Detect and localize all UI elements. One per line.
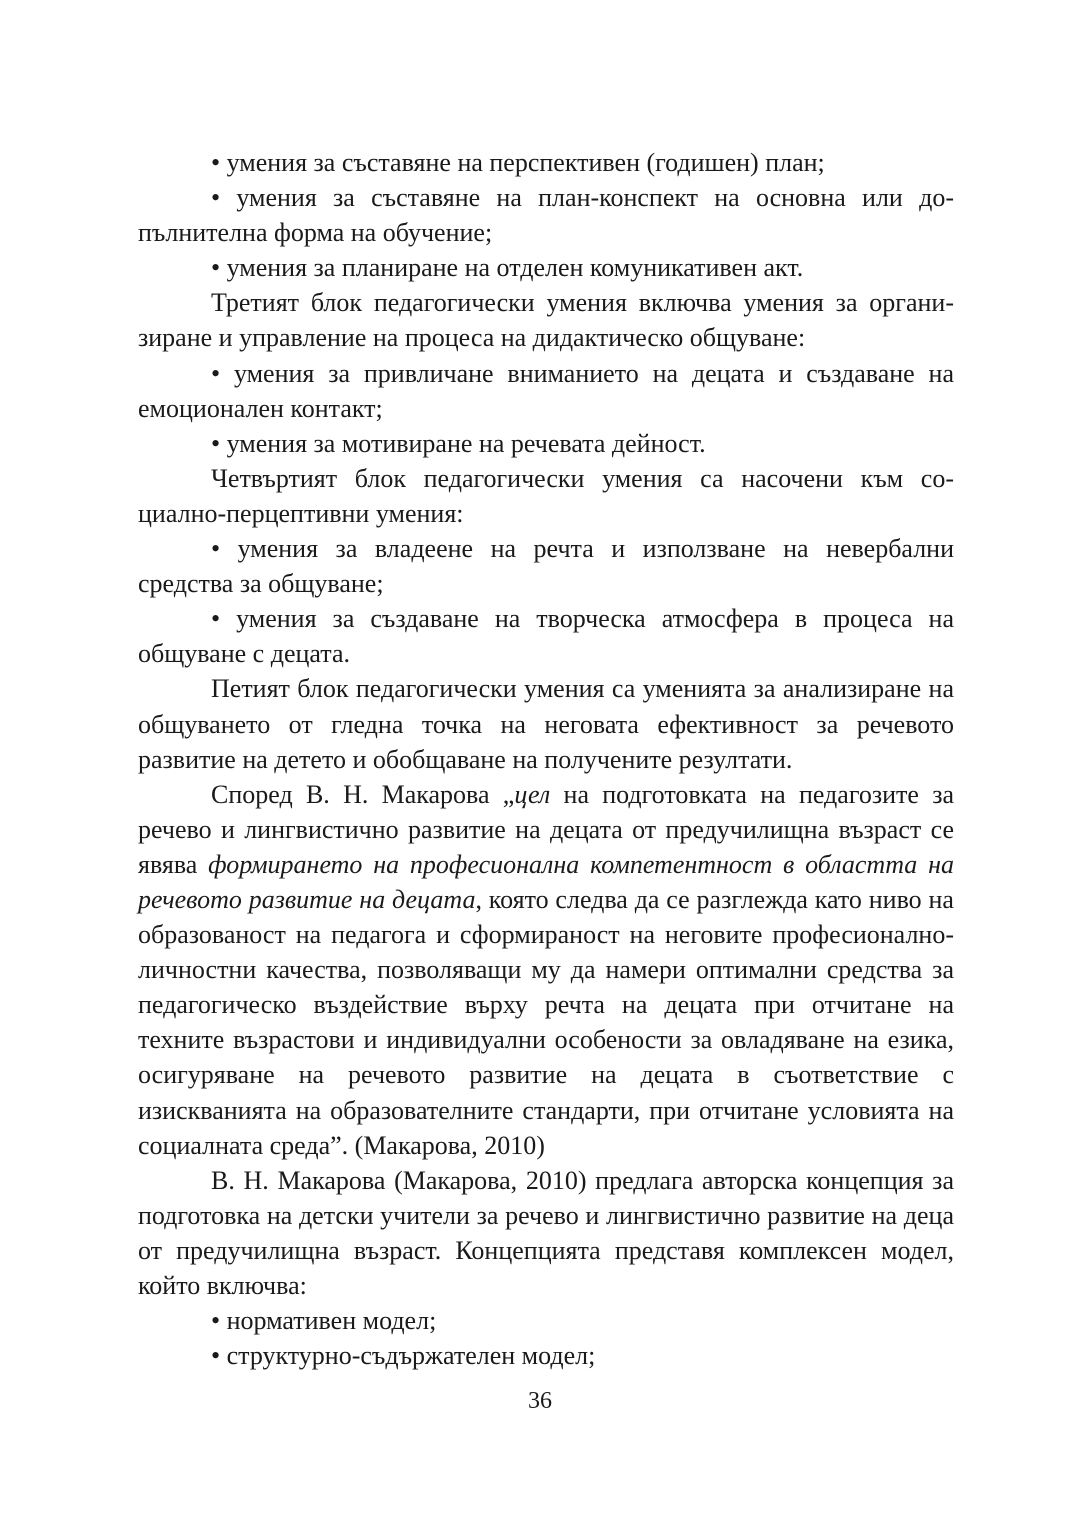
bullet-communicative-act: • умения за планиране на отделен комуникативен акт. bbox=[211, 253, 804, 283]
page-body bbox=[138, 145, 954, 1373]
paragraph-concept: В. Н. Макарова (Макарова, 2010) предлага авторска концепция за подготовка на детски учители за речево и лингвистично развитие на деца от предучилищна възраст. Концепцията представя комплексен модел, който включва: bbox=[138, 1165, 954, 1300]
quote-lead: Според В. Н. Макарова „ bbox=[211, 779, 515, 809]
bullet-motivation: • умения за мотивиране на речевата дейност. bbox=[211, 428, 706, 458]
quote-italic-goal: цел bbox=[514, 779, 551, 809]
bullet-attention: • умения за привличане вниманието на децата и създаване на емоционален контакт; bbox=[138, 358, 954, 423]
bullet-structural-model: • структурно-съдържателен модел; bbox=[211, 1341, 596, 1371]
bullet-speech-mastery: • умения за владеене на речта и използване на невербални средства за общуване; bbox=[138, 534, 954, 599]
paragraph-fourth-block: Четвъртият блок педагогически умения са насочени към социално-перцептивни умения: bbox=[138, 463, 954, 528]
paragraph-fifth-block: Петият блок педагогически умения са уменията за анализиране на общуването от гледна точка на неговата ефективност за речевото развитие на детето и обобщаване на получените резултати. bbox=[138, 674, 954, 774]
page-number: 36 bbox=[528, 1388, 552, 1414]
bullet-creative-atmosphere: • умения за създаване на творческа атмосфера в процеса на общуване с децата. bbox=[138, 604, 954, 669]
paragraph-makarova-quote bbox=[138, 777, 954, 1163]
quote-tail: , която следва да се разглежда като ниво на образованост на педагога и сформираност на неговите професионално-личностни качества, позволяващи му да намери оптимални средства за педагогическо въздействие върху речта на децата при отчитане на техните възрастови и индивидуални особености за овладяване на езика, осигуряване на речевото развитие на децата в съответствие с изискванията на образователните стандарти, при отчитане условията на социалната среда”. (Макарова, 2010) bbox=[138, 884, 954, 1160]
bullet-annual-plan: • умения за съставяне на перспективен (годишен) план; bbox=[211, 148, 825, 177]
quote-mid: на подготовката на педагозите за речево и лингвистично развитие на децата от предучилищна възраст се явява bbox=[138, 779, 955, 879]
bullet-normative-model: • нормативен модел; bbox=[211, 1306, 437, 1336]
quote-italic-competence: формирането на професионална компетентност в областта на речевото развитие на децата bbox=[138, 849, 955, 914]
bullet-lesson-plan: • умения за съставяне на план-конспект на основна или допълнителна форма на обучение; bbox=[138, 183, 954, 248]
paragraph-third-block: Третият блок педагогически умения включва умения за организиране и управление на процеса на дидактическо общуване: bbox=[138, 288, 954, 353]
